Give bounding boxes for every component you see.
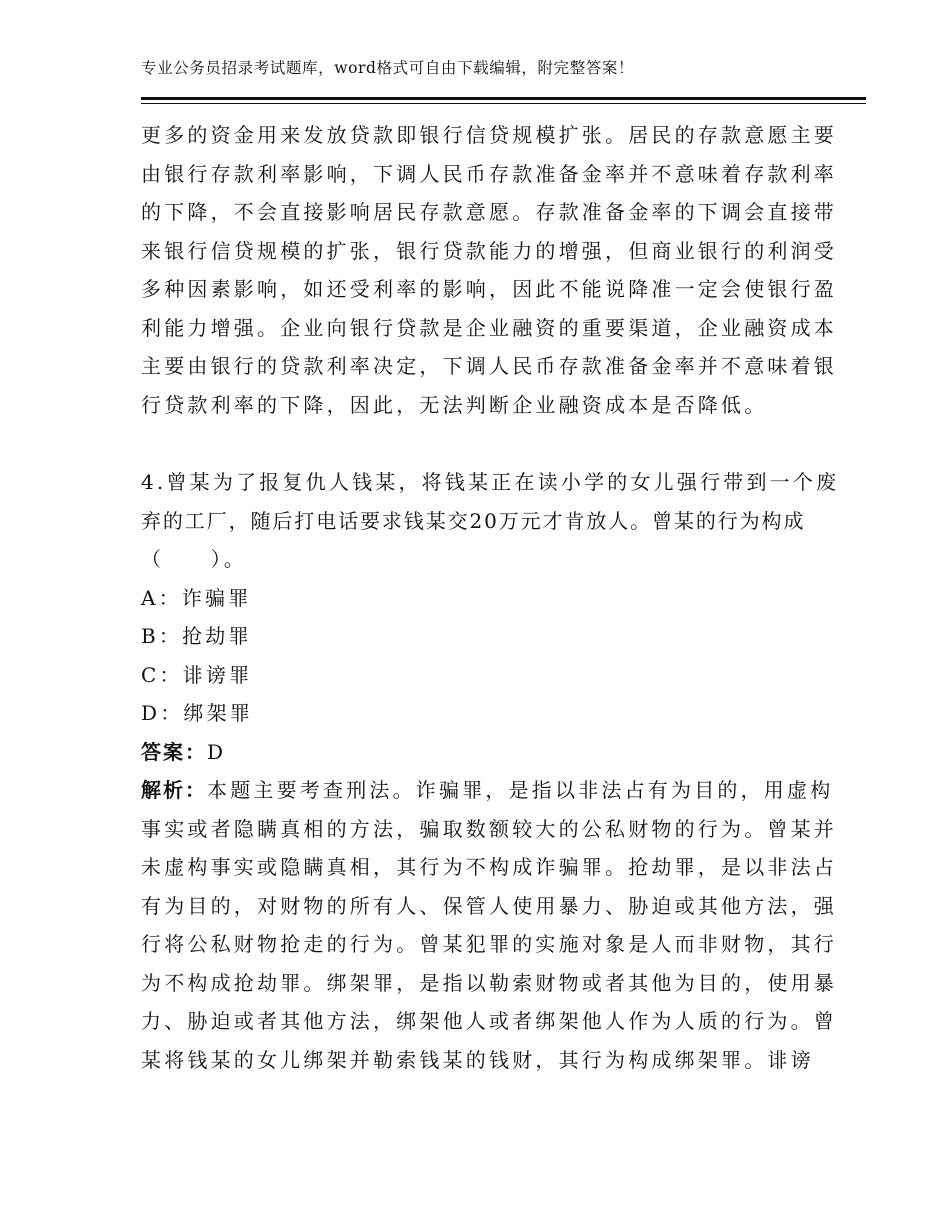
analysis-line: 行将公私财物抢走的行为。曾某犯罪的实施对象是人而非财物，其行 [141,932,837,956]
paragraph-line: 的下降，不会直接影响居民存款意愿。存款准备金率的下调会直接带 [141,200,837,224]
paragraph-gap [141,424,821,463]
analysis-line: 为不构成抢劫罪。绑架罪，是指以勒索财物或者其他为目的，使用暴 [141,970,837,995]
question-stem-line: （ ）。 [141,547,247,571]
question-stem-line: 弃的工厂，随后打电话要求钱某交20万元才肯放人。曾某的行为构成 [141,508,806,533]
option-b: B：抢劫罪 [141,624,252,648]
paragraph-line: 多种因素影响，如还受利率的影响，因此不能说降准一定会使银行盈 [141,277,837,301]
analysis-line: 未虚构事实或隐瞒真相，其行为不构成诈骗罪。抢劫罪，是以非法占 [141,855,837,879]
option-d: D：绑架罪 [141,701,254,725]
answer-label: 答案： [141,739,207,764]
option-a: A：诈骗罪 [141,585,252,610]
analysis-line [141,771,834,810]
option-c: C：诽谤罪 [141,662,253,687]
paragraph-line: 主要由银行的贷款利率决定，下调人民币存款准备金率并不意味着银 [141,354,837,378]
paragraph-line: 由银行存款利率影响，下调人民币存款准备金率并不意味着存款利率 [141,161,837,186]
analysis-line: 有为目的，对财物的所有人、保管人使用暴力、胁迫或其他方法，强 [141,893,837,918]
answer-line [141,733,821,772]
analysis-label: 解析： [141,778,207,802]
analysis-line: 某将钱某的女儿绑架并勒索钱某的钱财，其行为构成绑架罪。诽谤 [141,1047,814,1072]
header-rule-thick [141,97,866,100]
paragraph-line: 利能力增强。企业向银行贷款是企业融资的重要渠道，企业融资成本 [141,315,837,340]
question-stem-line: 4.曾某为了报复仇人钱某，将钱某正在读小学的女儿强行带到一个废 [141,470,840,494]
page-content [141,116,840,1079]
analysis-text: 本题主要考查刑法。诈骗罪，是指以非法占有为目的，用虚构 [207,778,834,802]
paragraph-line: 来银行信贷规模的扩张，银行贷款能力的增强，但商业银行的利润受 [141,238,837,263]
question-4 [141,463,840,1079]
analysis-line: 事实或者隐瞒真相的方法，骗取数额较大的公私财物的行为。曾某并 [141,816,837,841]
previous-explanation [141,116,837,424]
paragraph-line: 更多的资金用来发放贷款即银行信贷规模扩张。居民的存款意愿主要 [141,123,837,147]
header-rule-thin [141,103,866,104]
page-header: 专业公务员招录考试题库，word格式可自由下载编辑，附完整答案！ [141,59,635,77]
analysis-line: 力、胁迫或者其他方法，绑架他人或者绑架他人作为人质的行为。曾 [141,1009,837,1033]
paragraph-line: 行贷款利率的下降，因此，无法判断企业融资成本是否降低。 [141,392,768,417]
answer-value: D [207,739,227,764]
